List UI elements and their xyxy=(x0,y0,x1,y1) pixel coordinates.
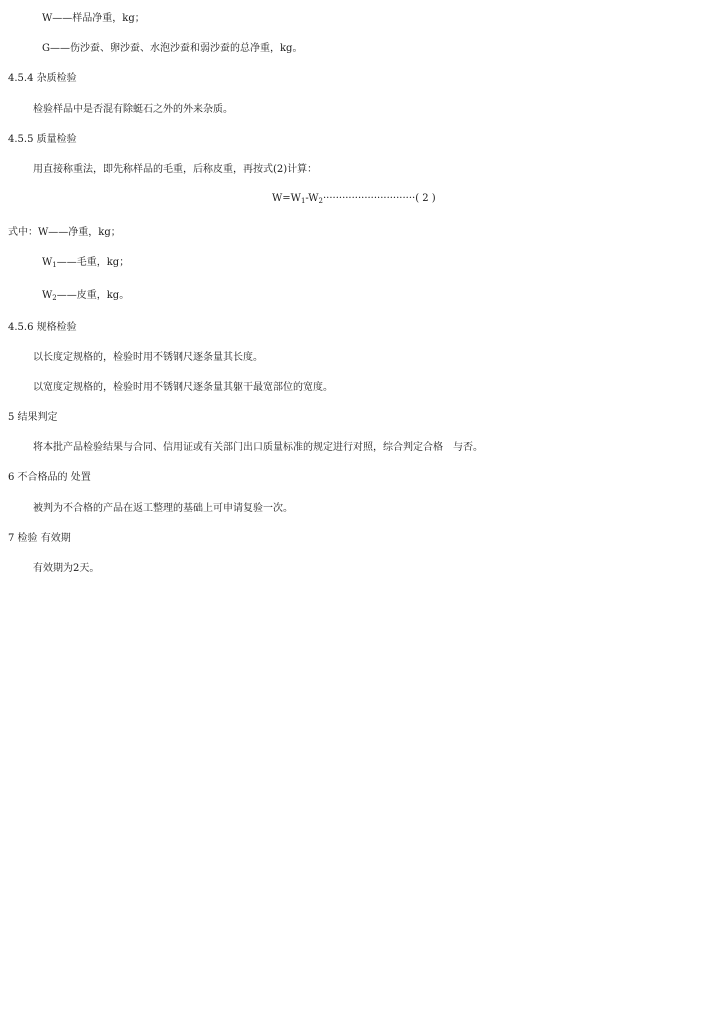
formula-w-eq: W=W xyxy=(272,193,301,204)
formula-leader-dots: ····························· xyxy=(323,193,416,204)
section-6-body: 被判为不合格的产品在返工整理的基础上可申请复验一次。 xyxy=(33,503,293,514)
section-4-5-6-heading: 4.5.6 规格检验 xyxy=(8,322,77,333)
formula-2 xyxy=(272,193,436,205)
section-6-heading: 6 不合格品的 处置 xyxy=(8,472,91,483)
formula-sub-2: 2 xyxy=(318,197,323,205)
w1-text: ——毛重，kg； xyxy=(56,257,130,268)
w1-subscript: 1 xyxy=(52,261,57,269)
w2-subscript: 2 xyxy=(52,294,57,302)
section-4-5-6-body-width: 以宽度定规格的，检验时用不锈钢尺逐条量其躯干最宽部位的宽度。 xyxy=(33,382,333,393)
section-7-body: 有效期为2天。 xyxy=(33,563,100,574)
formula-sub-1: 1 xyxy=(300,197,306,205)
formula-minus: -W xyxy=(305,193,319,204)
section-4-5-6-body-length: 以长度定规格的，检验时用不锈钢尺逐条量其长度。 xyxy=(33,352,263,363)
definition-w: W——样品净重，kg； xyxy=(42,13,145,24)
where-w-net-weight: 式中：W——净重，kg； xyxy=(8,227,121,238)
w2-text: ——皮重，kg。 xyxy=(56,290,130,301)
formula-number: ( 2 ) xyxy=(415,193,436,204)
section-7-heading: 7 检验 有效期 xyxy=(8,533,71,544)
definition-w2 xyxy=(42,290,129,302)
w1-symbol: W xyxy=(42,257,53,268)
definition-w1 xyxy=(42,257,129,269)
definition-g: G——伤沙蚕、卵沙蚕、水泡沙蚕和弱沙蚕的总净重，kg。 xyxy=(42,43,303,54)
section-5-heading: 5 结果判定 xyxy=(8,412,58,423)
w2-symbol: W xyxy=(42,290,53,301)
section-4-5-5-body: 用直接称重法，即先称样品的毛重，后称皮重，再按式(2)计算： xyxy=(33,164,318,175)
section-4-5-4-heading: 4.5.4 杂质检验 xyxy=(8,73,77,84)
section-4-5-5-heading: 4.5.5 质量检验 xyxy=(8,134,77,145)
section-5-body: 将本批产品检验结果与合同、信用证或有关部门出口质量标准的规定进行对照，综合判定合格 与否。 xyxy=(33,442,483,453)
section-4-5-4-body: 检验样品中是否混有除蜓石之外的外来杂质。 xyxy=(33,104,233,115)
